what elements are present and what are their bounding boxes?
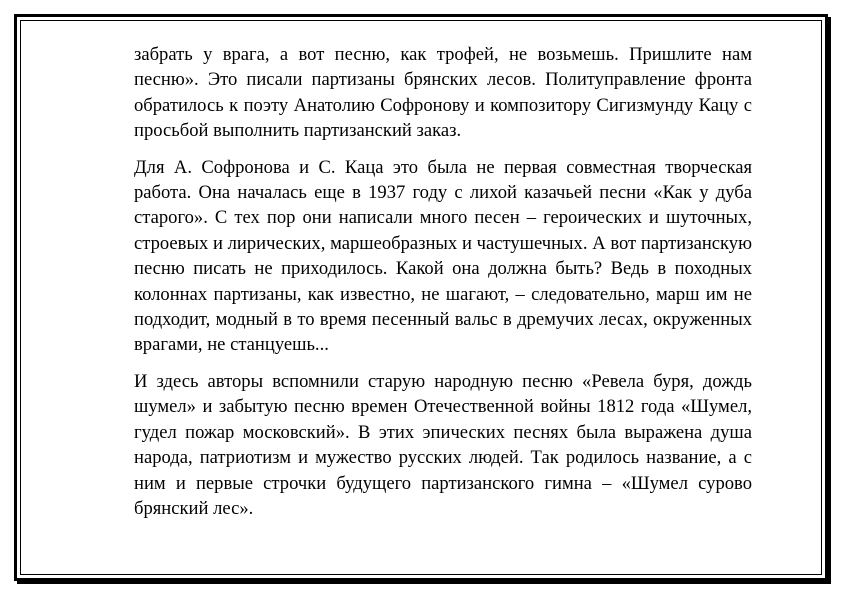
paragraph-2: Для А. Софронова и С. Каца это была не первая совместная творческая работа. Она началась еще в 1937 году с лихой казачьей песни «Как у дуба старого». С тех пор они написали много песен – героических и шуточных, строевых и лирических, маршеобразных и частушечных. А вот партизанскую песню писать не приходилось. Какой она должна быть? Ведь в походных колоннах партизаны, как известно, не шагают, – следовательно, марш им не подходит, модный в то время песенный вальс в дремучих лесах, окруженных врагами, не станцуешь... — [134, 156, 752, 356]
document-text — [134, 42, 752, 521]
paragraph-1: забрать у врага, а вот песню, как трофей, не возьмешь. Пришлите нам песню». Это писали партизаны брянских лесов. Политуправление фронта обратилось к поэту Анатолию Софронову и композитору Сигизмунду Кацу с просьбой выполнить партизанский заказ. — [134, 44, 752, 142]
paragraph-3: И здесь авторы вспомнили старую народную песню «Ревела буря, дождь шумел» и забытую песню времен Отечественной войны 1812 года «Шумел, гудел пожар московский». В этих эпических песнях была выражена душа народа, патриотизм и мужество русских людей. Так родилось название, а с ним и первые строчки будущего партизанского гимна – «Шумел сурово брянский лес». — [134, 370, 752, 519]
